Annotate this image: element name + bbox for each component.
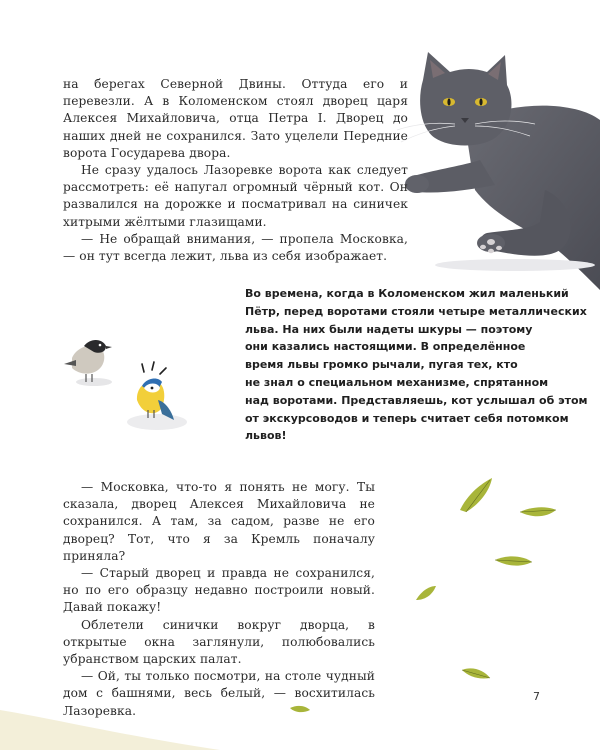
- paragraph: — Ой, ты только посмотри, на столе чудный дом с башнями, весь белый, — восхитилась Лазоревка.: [63, 669, 375, 718]
- paragraph: — Московка, что-то я понять не могу. Ты сказала, дворец Алексея Михайловича не сохранился. А там, за садом, разве не его дворец? Тот, что я за Кремль поначалу приняла?: [63, 480, 375, 563]
- aside-line: они казались настоящими. В определённое: [245, 340, 526, 354]
- text-block-top: [63, 76, 408, 265]
- blue-tit-illustration: [137, 362, 174, 420]
- aside-line: Пётр, перед воротами стояли четыре металлических: [245, 304, 587, 318]
- paragraph: — Старый дворец и правда не сохранился, но по его образцу недавно построили новый. Давай покажу!: [63, 566, 375, 615]
- coal-tit-illustration: [64, 340, 112, 382]
- leaf-icon: [416, 586, 436, 600]
- text-block-bottom: [63, 479, 375, 720]
- birds-illustration: [62, 330, 192, 435]
- fact-aside: [245, 285, 588, 445]
- aside-line: от экскурсоводов и теперь считает себя потомком: [245, 411, 569, 425]
- aside-line: львов!: [245, 429, 287, 443]
- leaf-icon: [460, 478, 492, 512]
- aside-line: льва. На них были надеты шкуры — поэтому: [245, 322, 533, 336]
- paragraph: на берегах Северной Двины. Оттуда его и перевезли. А в Коломенском стоял дворец царя Алексея Михайловича, отца Петра I. Дворец до наших дней не сохранился. Зато уцелели Передние ворота Государева двора.: [63, 77, 408, 160]
- aside-line: над воротами. Представляешь, кот услышал об этом: [245, 393, 588, 407]
- aside-line: не знал о специальном механизме, спрятанном: [245, 375, 549, 389]
- paragraph: — Не обращай внимания, — пропела Московка, — он тут всегда лежит, льва из себя изображает.: [63, 231, 408, 264]
- paragraph: Не сразу удалось Лазоревке ворота как следует рассмотреть: её напугал огромный чёрный кот. Он развалился на дорожке и посматривал на синичек хитрыми жёлтыми глазищами.: [63, 163, 408, 229]
- cat-illustration: [395, 40, 600, 290]
- aside-line: Во времена, когда в Коломенском жил маленький: [245, 287, 569, 300]
- paragraph: Облетели синички вокруг дворца, в открытые окна заглянули, полюбовались убранством царских палат.: [63, 617, 375, 667]
- aside-line: время львы громко рычали, пугая тех, кто: [245, 358, 518, 372]
- page-number: 7: [533, 690, 540, 703]
